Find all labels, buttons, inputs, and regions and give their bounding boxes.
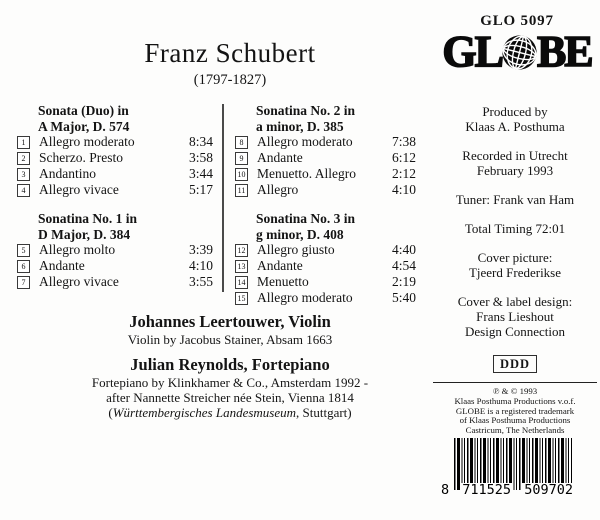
track-row [235, 290, 416, 306]
track-number: 6 [17, 260, 30, 273]
track-time: 2:19 [391, 274, 416, 289]
work-title-line: Sonatina No. 2 in [256, 103, 356, 118]
work-title-line: A Major, D. 574 [38, 118, 130, 134]
barcode-digit-lead: 8 [441, 482, 450, 498]
track-row [235, 182, 416, 198]
track-title: Allegro vivace [39, 182, 119, 197]
track-row [17, 258, 213, 274]
composer-dates: (1797-1827) [193, 72, 267, 88]
barcode-digits [441, 483, 575, 497]
track-time: 4:54 [391, 258, 416, 273]
track-title: Allegro giusto [257, 242, 335, 257]
brand-text-right: BE [536, 27, 592, 76]
info-block-total-timing [433, 221, 597, 236]
performer-fortepiano [30, 355, 430, 420]
track-time: 3:39 [188, 242, 213, 257]
performer-violin [30, 312, 430, 347]
museum-name: Württembergisches Landesmuseum [112, 405, 297, 420]
track-time: 3:55 [188, 274, 213, 289]
track-title: Allegro molto [39, 242, 116, 257]
track-number: 5 [17, 244, 30, 257]
museum-suffix: , Stuttgart) [296, 405, 352, 420]
legal-line: ℗ & © 1993 [492, 386, 538, 396]
track-number: 9 [235, 152, 248, 165]
track-time: 5:17 [188, 182, 213, 197]
performer-detail-museum [30, 405, 430, 420]
performer-detail: after Nannette Streicher née Stein, Vienna 1814 [106, 390, 354, 405]
legal-line: of Klaas Posthuma Productions [459, 415, 571, 426]
work-group [17, 103, 213, 198]
track-time: 4:40 [391, 242, 416, 257]
track-time: 4:10 [188, 258, 213, 273]
production-info-column [433, 104, 597, 436]
track-number: 3 [17, 168, 30, 181]
work-title-line: Sonatina No. 1 in [38, 211, 138, 226]
brand-text-left: GL [442, 27, 502, 76]
legal-line: Castricum, The Netherlands [465, 425, 565, 436]
track-row [235, 274, 416, 290]
info-line: Klaas A. Posthuma [465, 119, 565, 134]
legal-line: Klaas Posthuma Productions v.o.f. [454, 395, 576, 406]
track-title: Menuetto. Allegro [257, 166, 356, 181]
track-row [17, 242, 213, 258]
info-line: Cover & label design: [457, 294, 573, 309]
performer-name: Johannes Leertouwer, Violin [129, 312, 331, 331]
work-group [235, 103, 416, 198]
track-time: 3:58 [188, 150, 213, 165]
info-line: Cover picture: [477, 250, 553, 265]
barcode [441, 438, 575, 497]
track-row [17, 182, 213, 198]
catalog-number: GLO 5097 [480, 13, 554, 29]
track-row [235, 166, 416, 182]
track-number: 13 [235, 260, 248, 273]
track-time: 5:40 [391, 290, 416, 305]
performer-name: Julian Reynolds, Fortepiano [130, 355, 330, 374]
info-line: Recorded in Utrecht [462, 148, 568, 163]
track-number: 7 [17, 276, 30, 289]
track-row [17, 274, 213, 290]
track-title: Allegro moderato [257, 290, 353, 305]
tracklist-left-column [17, 103, 213, 303]
track-row [235, 258, 416, 274]
ddd-badge: DDD [493, 355, 537, 373]
performers-block [30, 312, 430, 428]
track-row [17, 134, 213, 150]
track-time: 2:12 [391, 166, 416, 181]
info-block-produced-by [433, 104, 597, 134]
track-number: 15 [235, 292, 248, 305]
track-number: 10 [235, 168, 248, 181]
track-number: 1 [17, 136, 30, 149]
legal-line: GLOBE is a registered trademark [455, 405, 575, 416]
work-title-line: Sonata (Duo) in [38, 103, 129, 118]
composer-block [0, 38, 460, 89]
legal-text [433, 387, 597, 436]
work-title-line: D Major, D. 384 [38, 226, 131, 242]
track-title: Andantino [39, 166, 96, 181]
museum-prefix: ( [108, 405, 113, 420]
track-time: 7:38 [391, 134, 416, 149]
column-divider [222, 104, 224, 292]
composer-name: Franz Schubert [144, 38, 316, 68]
track-title: Allegro [257, 182, 299, 197]
track-title: Allegro vivace [39, 274, 119, 289]
label-block [438, 13, 596, 74]
info-block-recorded [433, 148, 597, 178]
info-line: Tjeerd Frederikse [468, 265, 562, 280]
track-row [235, 242, 416, 258]
track-row [235, 134, 416, 150]
work-title-line: Sonatina No. 3 in [256, 211, 356, 226]
work-title-line: a minor, D. 385 [256, 118, 344, 134]
track-time: 3:44 [188, 166, 213, 181]
track-title: Andante [257, 258, 303, 273]
globe-icon [501, 34, 538, 71]
track-title: Allegro moderato [39, 134, 135, 149]
track-title: Menuetto [257, 274, 309, 289]
performer-detail: Fortepiano by Klinkhamer & Co., Amsterdam 1992 - [91, 375, 369, 390]
info-block-tuner [433, 192, 597, 207]
track-number: 2 [17, 152, 30, 165]
track-number: 11 [235, 184, 248, 197]
track-time: 6:12 [391, 150, 416, 165]
track-title: Scherzo. Presto [39, 150, 123, 165]
work-group [235, 211, 416, 306]
work-title-line: g minor, D. 408 [256, 226, 344, 242]
track-row [235, 150, 416, 166]
track-title: Andante [257, 150, 303, 165]
barcode-digit-group: 711525 [462, 482, 512, 498]
globe-logo [438, 27, 596, 76]
track-title: Andante [39, 258, 85, 273]
track-row [17, 166, 213, 182]
info-line: Design Connection [464, 324, 565, 339]
info-line: February 1993 [476, 163, 554, 178]
tracklist-middle-column [235, 103, 416, 319]
track-time: 8:34 [188, 134, 213, 149]
track-number: 8 [235, 136, 248, 149]
info-divider [433, 382, 597, 383]
track-number: 14 [235, 276, 248, 289]
info-line: Tuner: Frank van Ham [455, 192, 575, 207]
track-number: 4 [17, 184, 30, 197]
work-group [17, 211, 213, 290]
info-line: Total Timing 72:01 [464, 221, 566, 236]
info-block-cover-picture [433, 250, 597, 280]
track-number: 12 [235, 244, 248, 257]
performer-detail: Violin by Jacobus Stainer, Absam 1663 [127, 332, 333, 347]
info-line: Produced by [482, 104, 548, 119]
track-title: Allegro moderato [257, 134, 353, 149]
info-line: Frans Lieshout [476, 309, 554, 324]
track-row [17, 150, 213, 166]
track-time: 4:10 [391, 182, 416, 197]
info-block-design [433, 294, 597, 339]
barcode-digit-group: 509702 [524, 482, 573, 498]
